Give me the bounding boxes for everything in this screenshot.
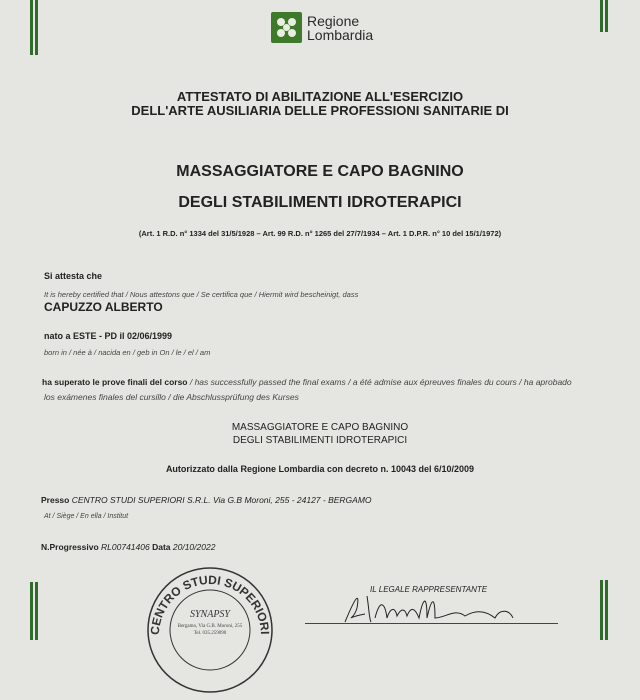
heading-line1: ATTESTATO DI ABILITAZIONE ALL'ESERCIZIO: [176, 89, 464, 104]
border-bar: [30, 0, 33, 55]
holder-name: CAPUZZO ALBERTO: [44, 300, 163, 314]
logo-mark-icon: [271, 12, 302, 43]
course-line1: MASSAGGIATORE E CAPO BAGNINO: [231, 422, 409, 433]
heading-line2: DELL'ARTE AUSILIARIA DELLE PROFESSIONI SANITARIE DI: [131, 103, 509, 118]
stamp-tel: Tel. 035.259090: [193, 631, 227, 636]
institute-translation: At / Siège / En ella / Institut: [44, 513, 129, 520]
passed-italic: / has successfully passed the final exams / a été admise aux épreuves finales du cours / ha aprobado: [187, 377, 572, 387]
border-bar: [605, 580, 608, 640]
signature-line: [305, 623, 558, 624]
date-value: 20/10/2022: [172, 542, 216, 552]
profession-line1: MASSAGGIATORE E CAPO BAGNINO: [176, 163, 464, 180]
legal-references: (Art. 1 R.D. n° 1334 del 31/5/1928 – Art. 99 R.D. n° 1265 del 27/7/1934 – Art. 1 D.P.R. n° 10 del 15/1/1972): [138, 229, 502, 238]
course-line2: DEGLI STABILIMENTI IDROTERAPICI: [232, 435, 408, 446]
authorization: Autorizzato dalla Regione Lombardia con decreto n. 10043 del 6/10/2009: [165, 464, 475, 474]
institute-label: Presso: [41, 495, 70, 505]
certify-translation: It is hereby certified that / Nous attestons que / Se certifica que / Hiermit wird bescheinigt, dass: [44, 290, 359, 299]
institute-line: [41, 495, 372, 505]
passed-line: [42, 377, 572, 387]
passed-italic-line2: los exámenes finales del cursillo / die Abschlussprüfung des Kurses: [44, 392, 299, 402]
stamp-address: Bergamo, Via G.B. Moroni, 255: [177, 624, 243, 629]
institute-value: CENTRO STUDI SUPERIORI S.R.L. Via G.B Moroni, 255 - 24127 - BERGAMO: [71, 495, 372, 505]
birth-info: nato a ESTE - PD il 02/06/1999: [44, 331, 173, 341]
progressive-line: [41, 542, 215, 552]
stamp-center: SYNAPSY: [189, 609, 231, 620]
progressive-label: N.Progressivo: [41, 542, 99, 552]
border-bar: [600, 580, 603, 640]
border-bar: [35, 0, 38, 55]
logo-text-line2: Lombardia: [307, 27, 374, 43]
passed-bold: ha superato le prove finali del corso: [42, 377, 188, 387]
logo-text-line1: Regione: [307, 13, 360, 29]
profession-line2: DEGLI STABILIMENTI IDROTERAPICI: [178, 194, 462, 211]
progressive-value: RL00741406: [101, 542, 150, 552]
stamp-ring-text: CENTRO STUDI SUPERIORI: [147, 572, 273, 636]
certify-label: Si attesta che: [44, 271, 103, 281]
border-bar: [30, 582, 33, 640]
border-bar: [605, 0, 608, 32]
border-bar: [35, 582, 38, 640]
institute-stamp: [145, 565, 275, 695]
date-label: Data: [152, 542, 171, 552]
signature-title: IL LEGALE RAPPRESENTANTE: [370, 585, 488, 594]
birth-translation: born in / née à / nacida en / geb in On / le / el / am: [44, 348, 211, 357]
border-bar: [600, 0, 603, 32]
signature-image: [335, 588, 535, 628]
